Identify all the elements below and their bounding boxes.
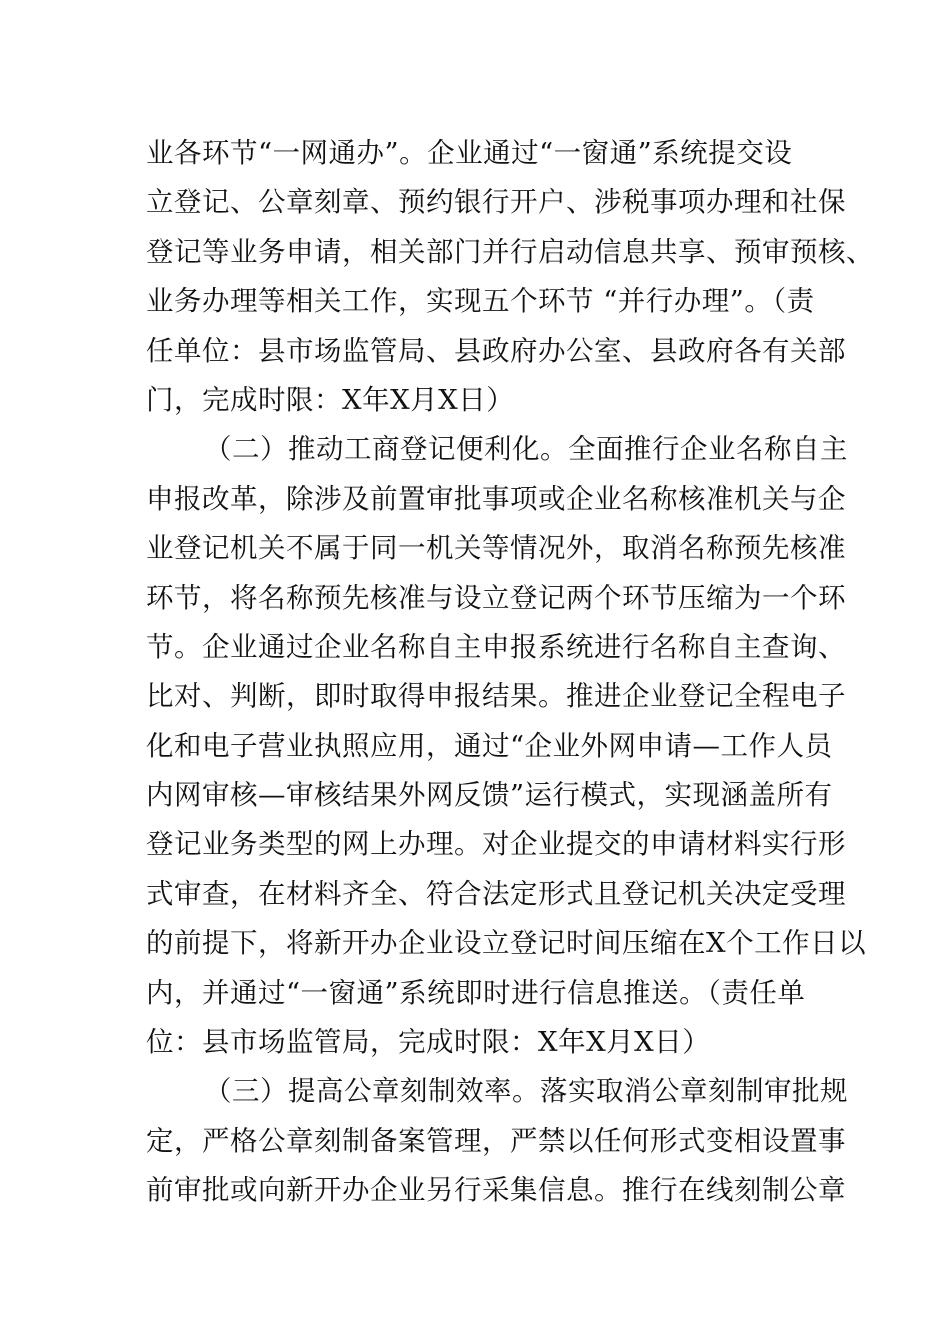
document-body (146, 129, 874, 1216)
section-two-heading-line: （二）推动工商登记便利化。全面推行企业名称自主 (204, 433, 848, 466)
text-line: 业登记机关不属于同一机关等情况外，取消名称预先核准 (146, 532, 846, 565)
text-line: 环节，将名称预先核准与设立登记两个环节压缩为一个环 (146, 581, 846, 614)
text-line: 门，完成时限：X年X月X日） (146, 383, 515, 416)
text-line: 内，并通过“一窗通”系统即时进行信息推送。（责任单 (146, 976, 806, 1009)
text-line: 业各环节“一网通办”。企业通过“一窗通”系统提交设 (146, 137, 793, 169)
text-line: 节。企业通过企业名称自主申报系统进行名称自主查询、 (146, 630, 846, 663)
text-line: 立登记、公章刻章、预约银行开户、涉税事项办理和社保 (146, 186, 846, 219)
text-line: 的前提下，将新开办企业设立登记时间压缩在X个工作日以 (146, 927, 867, 960)
text-line: 任单位：县市场监管局、县政府办公室、县政府各有关部 (146, 334, 846, 367)
text-line: 申报改革，除涉及前置审批事项或企业名称核准机关与企 (146, 482, 846, 515)
text-line: 登记等业务申请，相关部门并行启动信息共享、预审预核、 (146, 235, 874, 268)
section-three-heading-line: （三）提高公章刻制效率。落实取消公章刻制审批规 (204, 1075, 848, 1108)
text-line: 式审查，在材料齐全、符合法定形式且登记机关决定受理 (146, 877, 846, 910)
text-line: 化和电子营业执照应用，通过“企业外网申请—工作人员 (146, 729, 833, 762)
text-line: 登记业务类型的网上办理。对企业提交的申请材料实行形 (146, 828, 846, 861)
text-line: 业务办理等相关工作，实现五个环节 “并行办理”。（责 (146, 285, 815, 318)
text-line: 前审批或向新开办企业另行采集信息。推行在线刻制公章 (146, 1174, 846, 1207)
text-line: 内网审核—审核结果外网反馈”运行模式，实现涵盖所有 (146, 779, 833, 812)
text-line: 定，严格公章刻制备案管理，严禁以任何形式变相设置事 (146, 1124, 846, 1157)
text-line: 位：县市场监管局，完成时限：X年X月X日） (146, 1026, 711, 1059)
text-line: 比对、判断，即时取得申报结果。推进企业登记全程电子 (146, 680, 846, 713)
